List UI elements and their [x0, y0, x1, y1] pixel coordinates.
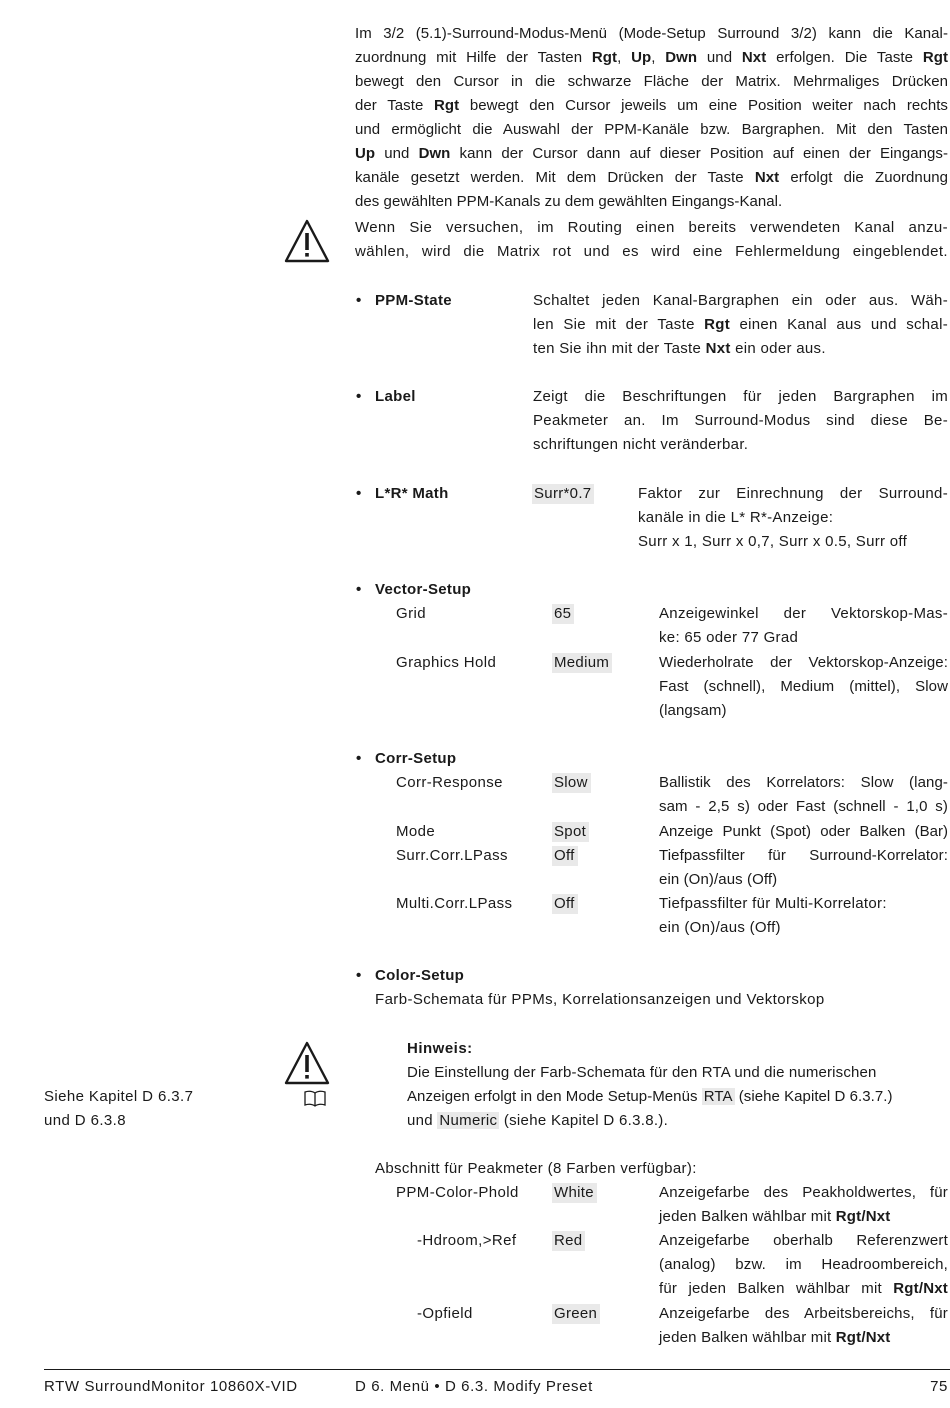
multi-corr-lpass-value: Off: [552, 894, 578, 914]
warning-text: [355, 216, 948, 264]
intro-line-2: zuordnung mit Hilfe der Tasten Rgt, Up, Dwn und Nxt erfolgen. Die Taste Rgt: [355, 49, 948, 66]
peakmeter-section-title: Abschnitt für Peakmeter (8 Farben verfügbar):: [375, 1160, 697, 1177]
hint-line-3: und Numeric (siehe Kapitel D 6.3.8.).: [407, 1112, 669, 1129]
footer-section: D 6. Menü • D 6.3. Modify Preset: [355, 1378, 593, 1395]
hdroom-value: Red: [552, 1231, 585, 1251]
corr-response-value: Slow: [552, 773, 591, 793]
hdroom-description: Anzeigefarbe oberhalb Referenzwert (analog) bzw. im Headroombereich, für jeden Balken wählbar mit Rgt/Nxt: [659, 1232, 948, 1297]
warning-line-1: Wenn Sie versuchen, im Routing einen bereits verwendeten Kanal anzu-: [355, 219, 948, 236]
surr-corr-lpass-label: Surr.Corr.LPass: [396, 847, 508, 864]
bullet-ppm-state: • PPM-State: [356, 292, 452, 309]
surr-corr-lpass-value: Off: [552, 846, 578, 866]
hdroom-label: -Hdroom,>Ref: [417, 1232, 517, 1249]
margin-note-line-2: und D 6.3.8: [44, 1112, 126, 1129]
warning-icon: [284, 1040, 330, 1086]
multi-corr-lpass-label: Multi.Corr.LPass: [396, 895, 513, 912]
footer-rule: [44, 1369, 950, 1370]
corr-response-description: Ballistik des Korrelators: Slow (lang- sam - 2,5 s) oder Fast (schnell - 1,0 s): [659, 774, 948, 815]
intro-line-5: und ermöglicht die Auswahl der PPM-Kanäle bzw. Bargraphen. Mit den Tasten: [355, 121, 948, 138]
ppm-color-phold-value: White: [552, 1183, 597, 1203]
intro-line-6: Up und Dwn kann der Cursor dann auf dieser Position auf einen der Eingangs-: [355, 145, 948, 162]
corr-mode-label: Mode: [396, 823, 436, 840]
graphics-hold-value: Medium: [552, 653, 612, 673]
corr-mode-value: Spot: [552, 822, 589, 842]
warning-line-2: wählen, wird die Matrix rot und es wird eine Fehlermeldung eingeblendet.: [355, 243, 948, 260]
corr-response-label: Corr-Response: [396, 774, 503, 791]
opfield-label: -Opfield: [417, 1305, 473, 1322]
opfield-value: Green: [552, 1304, 600, 1324]
intro-paragraph: [355, 22, 948, 214]
intro-line-1: Im 3/2 (5.1)-Surround-Modus-Menü (Mode-Setup Surround 3/2) kann die Kanal-: [355, 25, 948, 42]
label-description: Zeigt die Beschriftungen für jeden Bargraphen im Peakmeter an. Im Surround-Modus sind diese Be- schriftungen nicht veränderbar.: [533, 388, 948, 453]
margin-note-line-1: Siehe Kapitel D 6.3.7: [44, 1088, 194, 1105]
bullet-color-setup: • Color-Setup: [356, 967, 465, 984]
book-icon: [303, 1090, 327, 1108]
lr-math-value: Surr*0.7: [532, 484, 594, 504]
lr-math-description: Faktor zur Einrechnung der Surround- kanäle in die L* R*-Anzeige: Surr x 1, Surr x 0,7, Surr x 0.5, Surr off: [638, 485, 948, 550]
rta-menu-ref: RTA: [703, 1088, 733, 1105]
bullet-label: • Label: [356, 388, 416, 405]
bullet-vector-setup: • Vector-Setup: [356, 581, 472, 598]
hint-title: Hinweis:: [407, 1040, 473, 1057]
intro-line-8: des gewählten PPM-Kanals zu dem gewählten Eingangs-Kanal.: [355, 193, 783, 210]
footer-product: RTW SurroundMonitor 10860X-VID: [44, 1378, 298, 1395]
vector-grid-label: Grid: [396, 605, 426, 622]
numeric-menu-ref: Numeric: [439, 1112, 498, 1129]
bullet-corr-setup: • Corr-Setup: [356, 750, 457, 767]
color-setup-subtitle: Farb-Schemata für PPMs, Korrelationsanzeigen und Vektorskop: [375, 991, 825, 1008]
graphics-hold-label: Graphics Hold: [396, 654, 497, 671]
intro-line-3: bewegt den Cursor in die schwarze Fläche der Matrix. Mehrmaliges Drücken: [355, 73, 948, 90]
ppm-color-phold-label: PPM-Color-Phold: [396, 1184, 519, 1201]
corr-mode-description: Anzeige Punkt (Spot) oder Balken (Bar): [659, 823, 948, 840]
hint-line-1: Die Einstellung der Farb-Schemata für den RTA und die numerischen: [407, 1064, 877, 1081]
warning-icon: [284, 218, 330, 264]
vector-grid-description: Anzeigewinkel der Vektorskop-Mas- ke: 65 oder 77 Grad: [659, 605, 948, 646]
vector-grid-value: 65: [552, 604, 574, 624]
intro-line-4: der Taste Rgt bewegt den Cursor jeweils um eine Position weiter nach rechts: [355, 97, 948, 114]
hint-line-2: Anzeigen erfolgt in den Mode Setup-Menüs RTA (siehe Kapitel D 6.3.7.): [407, 1088, 893, 1105]
bullet-lr-math: • L*R* Math: [356, 485, 449, 502]
graphics-hold-description: Wiederholrate der Vektorskop-Anzeige: Fast (schnell), Medium (mittel), Slow (langsam): [659, 654, 948, 719]
page-number: 75: [930, 1378, 948, 1395]
opfield-description: Anzeigefarbe des Arbeitsbereichs, für jeden Balken wählbar mit Rgt/Nxt: [659, 1305, 948, 1346]
intro-line-7: kanäle gesetzt werden. Mit dem Drücken der Taste Nxt erfolgt die Zuordnung: [355, 169, 948, 186]
ppm-state-description: Schaltet jeden Kanal-Bargraphen ein oder aus. Wäh- len Sie mit der Taste Rgt einen Kanal aus und schal- ten Sie ihn mit der Taste Nxt ein oder aus.: [533, 292, 949, 357]
multi-corr-lpass-description: Tiefpassfilter für Multi-Korrelator: ein (On)/aus (Off): [659, 895, 887, 936]
ppm-color-phold-description: Anzeigefarbe des Peakholdwertes, für jeden Balken wählbar mit Rgt/Nxt: [659, 1184, 948, 1225]
surr-corr-lpass-description: Tiefpassfilter für Surround-Korrelator: ein (On)/aus (Off): [659, 847, 948, 888]
